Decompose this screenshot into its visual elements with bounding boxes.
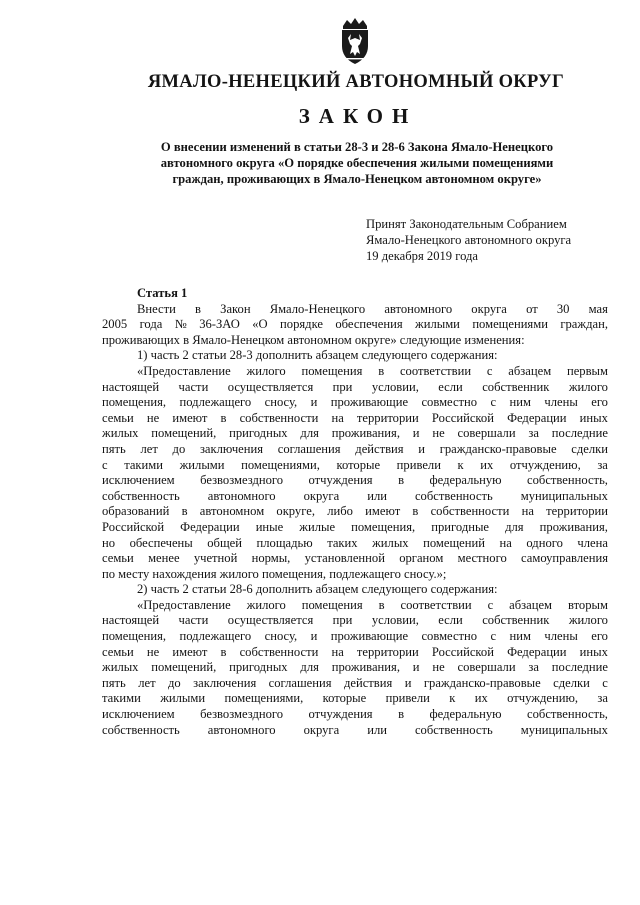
word: автономного: [207, 722, 276, 737]
word: исключением: [102, 473, 175, 488]
word: вторым: [567, 597, 608, 612]
word: действия: [343, 675, 393, 690]
word: нормы,: [251, 551, 291, 566]
word: «Предоставление: [137, 363, 231, 378]
word: в: [220, 410, 227, 425]
word: к: [449, 691, 456, 706]
word: жилых: [372, 535, 409, 550]
subject-line: автономного округа «О порядке обеспечения жилыми помещениями: [160, 156, 554, 170]
word: с: [102, 457, 108, 472]
word: заключения: [199, 441, 264, 456]
word: абзацем: [508, 363, 552, 378]
word: автономном: [199, 504, 265, 519]
word: Ямало-Ненецкого: [269, 301, 366, 316]
word: последние: [551, 426, 608, 441]
word: за: [528, 660, 539, 675]
word: собственности: [239, 410, 319, 425]
word: не: [146, 410, 160, 425]
word: на: [331, 410, 344, 425]
word: учетной: [193, 551, 238, 566]
word: соответствии: [399, 363, 472, 378]
body-line: [102, 613, 608, 629]
word: для: [300, 660, 319, 675]
body-line: [102, 707, 608, 723]
word: одного: [526, 535, 563, 550]
word: к: [457, 457, 464, 472]
word: в: [378, 363, 385, 378]
word: не: [146, 644, 160, 659]
word: на: [331, 644, 344, 659]
body-line: [102, 598, 608, 614]
word: года: [139, 317, 163, 332]
word: абзацем: [509, 597, 553, 612]
word: округе,: [276, 504, 315, 519]
word: в: [398, 473, 405, 488]
word: жилого: [246, 363, 286, 378]
word: на: [499, 535, 512, 550]
word: подлежащего: [179, 395, 252, 410]
word: для: [300, 426, 319, 441]
word: иные: [255, 519, 284, 534]
word: помещений,: [151, 426, 217, 441]
word: члены: [544, 395, 578, 410]
body-line: [102, 426, 608, 442]
word: гражданско-правовые: [439, 441, 557, 456]
word: помещениями,: [224, 691, 304, 706]
word: не: [432, 426, 445, 441]
word: Внести: [137, 301, 176, 316]
word: собственность: [102, 488, 180, 503]
word: гражданско-правовые: [423, 675, 541, 690]
body-line: [102, 536, 608, 552]
word: пять: [102, 675, 126, 690]
word: обеспечены: [129, 535, 193, 550]
word: 36-ЗАО: [199, 317, 240, 332]
word: соглашения: [268, 675, 332, 690]
word: с: [490, 629, 497, 644]
body-line: [102, 302, 608, 318]
word: на: [521, 504, 534, 519]
word: ним: [509, 395, 531, 410]
word: лет: [138, 675, 156, 690]
word: привели: [385, 691, 430, 706]
word: заключения: [193, 675, 257, 690]
subject-line: О внесении изменений в статьи 28-3 и 28-6 Закона Ямало-Ненецкого: [160, 140, 554, 154]
adoption-line: Принят Законодательным Собранием: [366, 217, 567, 231]
word: но: [102, 535, 116, 550]
word: безвозмездного: [200, 473, 284, 488]
word: сделки: [571, 441, 608, 456]
word: первым: [566, 363, 608, 378]
word: осуществляется: [227, 613, 314, 628]
body-line: [102, 551, 608, 567]
word: отчуждению,: [507, 691, 579, 706]
body-line: [102, 458, 608, 474]
word: проживающие: [330, 395, 409, 410]
word: в: [398, 707, 405, 722]
word: жилые: [299, 519, 336, 534]
word: либо: [327, 504, 353, 519]
word: в: [195, 301, 201, 316]
word: соответствии: [400, 597, 472, 612]
word: проживающие: [330, 629, 409, 644]
word: Российской: [102, 519, 165, 534]
word: общей: [207, 535, 242, 550]
word: помещения: [301, 597, 363, 612]
law-subject: [118, 139, 596, 187]
body-line: [102, 473, 608, 489]
word: иных: [579, 644, 608, 659]
word: «Предоставление: [137, 597, 231, 612]
word: отчуждению,: [509, 457, 581, 472]
word: жилыми: [160, 691, 206, 706]
word: помещения,: [102, 395, 167, 410]
word: пригодных: [229, 660, 288, 675]
word: ним: [509, 629, 531, 644]
word: и: [404, 675, 412, 690]
word: соглашения: [277, 441, 341, 456]
word: члены: [544, 629, 578, 644]
word: которые: [322, 691, 367, 706]
word: и: [412, 660, 420, 675]
word: или: [367, 488, 387, 503]
word: округа: [471, 301, 507, 316]
word: совершали: [457, 426, 516, 441]
word: с: [486, 363, 493, 378]
body-line: [102, 317, 608, 333]
word: проживания,: [331, 660, 400, 675]
word: их: [474, 691, 488, 706]
word: муниципальных: [520, 722, 608, 737]
word: федеральную: [429, 707, 502, 722]
word: жилого: [568, 613, 608, 628]
word: настоящей: [102, 379, 160, 394]
word: условии,: [371, 379, 419, 394]
word: при: [332, 379, 353, 394]
article-body: [102, 286, 608, 738]
body-line: [102, 723, 608, 739]
body-line: [102, 380, 608, 396]
word: №: [174, 317, 187, 332]
word: сделки: [553, 675, 590, 690]
word: в: [181, 504, 188, 519]
word: местного: [457, 551, 507, 566]
word: собственность: [414, 488, 493, 503]
word: члена: [577, 535, 608, 550]
word: менее: [148, 551, 180, 566]
word: автономного: [207, 488, 276, 503]
body-line: [102, 489, 608, 505]
word: имеют: [172, 410, 208, 425]
word: 2005: [102, 317, 128, 332]
word: автономного: [384, 301, 453, 316]
word: Российской: [431, 644, 494, 659]
body-line: [102, 645, 608, 661]
word: если: [438, 379, 463, 394]
region-heading: ЯМАЛО-НЕНЕЦКИЙ АВТОНОМНЫЙ ОКРУГ: [147, 72, 565, 92]
word: собственности: [430, 504, 510, 519]
word: такими: [124, 457, 164, 472]
body-line: [102, 504, 608, 520]
word: помещения,: [102, 629, 167, 644]
word: иных: [579, 410, 608, 425]
subject-line: граждан, проживающих в Ямало-Ненецком автономном округе»: [172, 172, 542, 186]
word: в: [378, 597, 385, 612]
word: жилого: [246, 597, 286, 612]
word: порядке: [280, 317, 323, 332]
word: которые: [336, 457, 381, 472]
word: лет: [140, 441, 158, 456]
word: собственности: [239, 644, 319, 659]
word: самоуправления: [521, 551, 608, 566]
body-line: по месту нахождения жилого помещения, подлежащего сносу.»;: [102, 566, 447, 581]
word: сносу,: [264, 395, 298, 410]
word: подлежащего: [179, 629, 252, 644]
word: «О: [252, 317, 268, 332]
word: имеют: [365, 504, 401, 519]
word: округа: [303, 488, 340, 503]
body-line: [102, 629, 608, 645]
word: до: [168, 675, 181, 690]
word: собственник: [482, 379, 550, 394]
word: Российской: [431, 410, 494, 425]
word: Федерации: [507, 644, 567, 659]
word: исключением: [102, 707, 175, 722]
word: привели: [396, 457, 441, 472]
word: и: [310, 629, 318, 644]
word: не: [432, 660, 445, 675]
body-line: [102, 364, 608, 380]
word: условии,: [371, 613, 419, 628]
word: и: [412, 426, 420, 441]
word: за: [528, 426, 539, 441]
word: имеют: [172, 644, 208, 659]
word: помещения,: [351, 519, 416, 534]
word: обеспечения: [335, 317, 403, 332]
word: жилых: [102, 426, 139, 441]
word: помещения: [301, 363, 363, 378]
word: и: [418, 441, 426, 456]
word: пригодных: [229, 426, 288, 441]
word: 30: [556, 301, 570, 316]
word: жилыми: [179, 457, 225, 472]
word: жилого: [568, 379, 608, 394]
word: его: [591, 395, 608, 410]
word: Закон: [220, 301, 251, 316]
word: территории: [356, 644, 419, 659]
word: с: [487, 597, 494, 612]
word: части: [178, 613, 209, 628]
word: пять: [102, 441, 126, 456]
word: площадью: [256, 535, 313, 550]
word: мая: [588, 301, 608, 316]
body-line: [102, 691, 608, 707]
coat-of-arms-emblem: [336, 16, 374, 66]
word: последние: [551, 660, 608, 675]
word: Федерации: [507, 410, 567, 425]
word: семьи: [102, 644, 134, 659]
body-line: 2) часть 2 статьи 28-6 дополнить абзацем следующего содержания:: [137, 582, 498, 597]
word: территории: [546, 504, 608, 519]
word: таких: [327, 535, 358, 550]
word: территории: [356, 410, 419, 425]
word: семьи: [102, 410, 134, 425]
word: семьи: [102, 551, 134, 566]
word: Федерации: [180, 519, 240, 534]
article-title: Статья 1: [137, 286, 188, 300]
word: федеральную: [429, 473, 502, 488]
document-title: ЗАКОН: [298, 104, 418, 128]
word: граждан,: [560, 317, 608, 332]
word: помещениями: [472, 317, 548, 332]
word: и: [310, 395, 318, 410]
word: для: [505, 519, 524, 534]
adoption-line: Ямало-Ненецкого автономного округа: [366, 233, 572, 247]
adoption-date: 19 декабря 2019 года: [366, 249, 479, 263]
word: жилых: [102, 660, 139, 675]
word: проживания,: [331, 426, 400, 441]
word: муниципальных: [520, 488, 608, 503]
body-line: [102, 395, 608, 411]
word: жилыми: [415, 317, 460, 332]
word: пригодные: [431, 519, 490, 534]
word: если: [438, 613, 463, 628]
word: настоящей: [102, 613, 160, 628]
word: совместно: [421, 629, 478, 644]
word: за: [597, 691, 608, 706]
word: собственность: [102, 722, 180, 737]
word: с: [490, 395, 497, 410]
word: части: [178, 379, 209, 394]
word: или: [367, 722, 387, 737]
body-line: [102, 660, 608, 676]
word: с: [602, 675, 608, 690]
word: до: [172, 441, 186, 456]
word: помещений,: [151, 660, 217, 675]
word: собственность,: [527, 473, 608, 488]
body-line: проживающих в Ямало-Ненецком автономном округе» следующие изменения:: [102, 332, 525, 347]
word: отчуждения: [308, 707, 373, 722]
word: установленной: [304, 551, 385, 566]
word: собственность: [414, 722, 493, 737]
body-line: [102, 520, 608, 536]
word: в: [220, 644, 227, 659]
body-line: [102, 442, 608, 458]
word: помещениями,: [241, 457, 320, 472]
word: такими: [102, 691, 141, 706]
word: безвозмездного: [200, 707, 284, 722]
word: отчуждения: [308, 473, 373, 488]
word: при: [332, 613, 353, 628]
word: помещений: [423, 535, 485, 550]
word: совместно: [421, 395, 478, 410]
word: собственность,: [527, 707, 608, 722]
word: осуществляется: [227, 379, 314, 394]
body-line: [102, 411, 608, 427]
word: проживания,: [539, 519, 608, 534]
word: за: [597, 457, 608, 472]
word: сносу,: [264, 629, 298, 644]
word: органом: [399, 551, 444, 566]
body-line: [102, 676, 608, 692]
word: образований: [102, 504, 170, 519]
word: совершали: [457, 660, 516, 675]
body-line: 1) часть 2 статьи 28-3 дополнить абзацем следующего содержания:: [137, 348, 498, 363]
word: в: [412, 504, 419, 519]
word: его: [591, 629, 608, 644]
word: действия: [355, 441, 404, 456]
word: собственник: [482, 613, 550, 628]
word: округа: [303, 722, 340, 737]
word: от: [526, 301, 538, 316]
adoption-note: [366, 216, 571, 264]
word: их: [480, 457, 494, 472]
